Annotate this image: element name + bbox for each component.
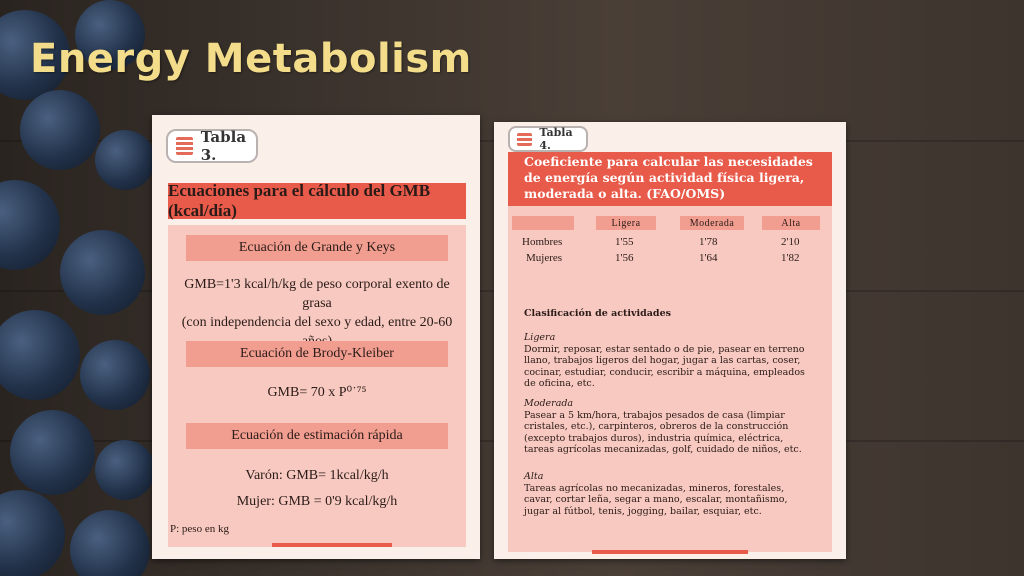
table-cell: 1'56 xyxy=(615,252,634,264)
header-line: moderada o alta. (FAO/OMS) xyxy=(524,186,726,201)
activity-text: Dormir, reposar, estar sentado o de pie, pasear en terreno llano, trabajos ligeros del hogar, jugar a las cartas, coser, cocinar, estudiar, conducir, escribir a máquina, empleados de oficina, etc. xyxy=(524,343,805,389)
section-title-grande-keys: Ecuación de Grande y Keys xyxy=(186,235,448,261)
table-icon xyxy=(176,137,193,155)
formula-estimacion-rapida xyxy=(178,463,456,515)
tabla-3-footnote: P: peso en kg xyxy=(170,523,229,535)
section-title-estimacion-rapida: Ecuación de estimación rápida xyxy=(186,423,448,449)
header-line: de energía según actividad física ligera, xyxy=(524,170,805,185)
slide-title: Energy Metabolism xyxy=(30,36,472,82)
activity-name: Ligera xyxy=(524,332,556,343)
tabla-4-tab xyxy=(508,126,588,152)
activity-name: Moderada xyxy=(524,398,574,409)
tabla-3-header: Ecuaciones para el cálculo del GMB (kcal/día) xyxy=(168,183,466,219)
classification-title: Clasificación de actividades xyxy=(524,308,671,319)
divider xyxy=(272,543,392,547)
tabla-3-tab xyxy=(166,129,258,163)
column-header-moderada: Moderada xyxy=(680,216,744,230)
row-label-hombres: Hombres xyxy=(522,236,563,248)
table-icon xyxy=(517,133,532,146)
table-cell: 2'10 xyxy=(781,236,800,248)
table-cell: 1'78 xyxy=(699,236,718,248)
tabla-3-body xyxy=(168,225,466,547)
column-header-alta: Alta xyxy=(762,216,820,230)
tabla-4-image xyxy=(494,122,846,559)
tabla-4-header xyxy=(508,152,832,206)
table-cell: 1'64 xyxy=(699,252,718,264)
formula-line: Mujer: GMB = 0'9 kcal/kg/h xyxy=(236,494,398,509)
activity-text: Pasear a 5 km/hora, trabajos pesados de casa (limpiar cristales, etc.), carpinteros, obreros de la construcción (excepto trabajos duros), industria química, eléctrica, tareas agrícolas mecanizadas, golf, cuidado de niños, etc. xyxy=(524,409,802,455)
activity-moderada xyxy=(524,398,814,456)
row-label-mujeres: Mujeres xyxy=(526,252,563,264)
tabla-4-label: Tabla 4. xyxy=(539,126,573,152)
formula-line: Varón: GMB= 1kcal/kg/h xyxy=(245,468,389,483)
tabla-3-label: Tabla 3. xyxy=(200,128,247,164)
activity-ligera xyxy=(524,332,814,390)
blueberries-image xyxy=(0,0,160,576)
tabla-3-image xyxy=(152,115,480,559)
column-header-blank xyxy=(512,216,574,230)
activity-name: Alta xyxy=(524,471,544,482)
table-cell: 1'55 xyxy=(615,236,634,248)
formula-grande-keys xyxy=(178,275,456,351)
section-title-brody-kleiber: Ecuación de Brody-Kleiber xyxy=(186,341,448,367)
activity-text: Tareas agrícolas no mecanizadas, mineros, forestales, cavar, cortar leña, segar a mano, escalar, montañismo, jugar al fútbol, tenis, jogging, bailar, esquiar, etc. xyxy=(524,482,788,517)
formula-brody-kleiber: GMB= 70 x P⁰˙⁷⁵ xyxy=(267,385,367,400)
table-cell: 1'82 xyxy=(781,252,800,264)
formula-line: (con independencia del sexo y edad, entre 20-60 xyxy=(181,315,453,330)
column-header-ligera: Ligera xyxy=(596,216,656,230)
formula-line: GMB=1'3 kcal/h/kg de peso corporal exento de grasa xyxy=(184,277,450,311)
header-line: Coeficiente para calcular las necesidades xyxy=(524,154,813,169)
activity-alta xyxy=(524,471,814,517)
divider xyxy=(592,550,748,554)
